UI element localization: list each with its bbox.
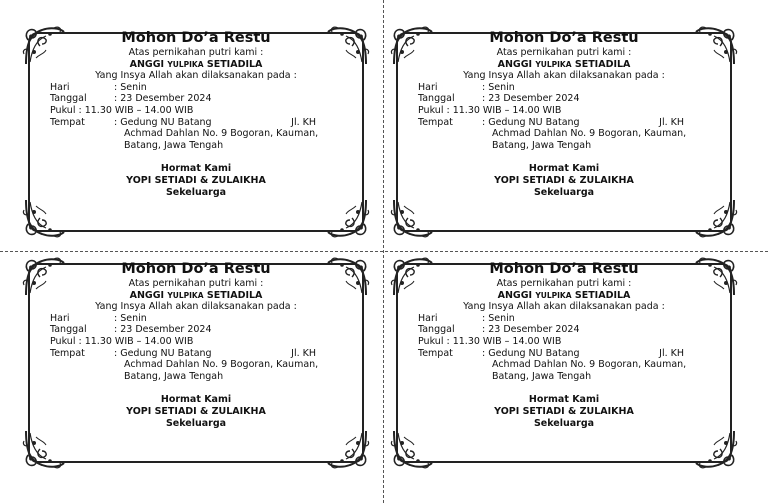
bride-middle-name: YULPIKA xyxy=(167,59,204,69)
tanggal-label: Tanggal xyxy=(418,324,455,336)
hari-value: : Senin xyxy=(482,312,515,324)
parents-names: YOPI SETIADI & ZULAIKHA xyxy=(494,405,634,417)
event-details xyxy=(418,82,710,152)
bride-last-name: SETIADILA xyxy=(574,58,631,70)
hari-value: : Senin xyxy=(114,81,147,93)
address-line-2: Batang, Jawa Tengah xyxy=(492,370,592,382)
tanggal-row xyxy=(50,324,342,336)
intro-text: Atas pernikahan putri kami : xyxy=(496,47,632,58)
pukul-label: Pukul xyxy=(50,104,76,116)
occasion-line: Yang Insya Allah akan dilaksanakan pada : xyxy=(463,70,665,82)
pukul-label: Pukul xyxy=(50,335,76,347)
family-text: Sekeluarga xyxy=(165,417,227,429)
corner-ornament-icon xyxy=(20,425,66,471)
hari-label: Hari xyxy=(50,312,70,324)
tanggal-row xyxy=(50,93,342,105)
tempat-extra: Jl. KH xyxy=(291,347,316,359)
tempat-extra: Jl. KH xyxy=(659,116,684,128)
hari-label: Hari xyxy=(50,81,70,93)
bride-middle-name: YULPIKA xyxy=(167,290,204,300)
hari-label: Hari xyxy=(418,312,438,324)
tanggal-label: Tanggal xyxy=(418,93,455,105)
bride-first-name: ANGGI xyxy=(497,58,533,70)
parents-names: YOPI SETIADI & ZULAIKHA xyxy=(126,174,266,186)
pukul-value: : 11.30 WIB – 14.00 WIB xyxy=(446,104,562,116)
address-line-2: Batang, Jawa Tengah xyxy=(124,139,224,151)
bride-last-name: SETIADILA xyxy=(206,289,263,301)
corner-ornament-icon xyxy=(326,194,372,240)
corner-ornament-icon xyxy=(20,194,66,240)
card-content xyxy=(50,261,342,429)
bride-first-name: ANGGI xyxy=(129,289,165,301)
address-line-1: Achmad Dahlan No. 9 Bogoran, Kauman, xyxy=(492,359,687,371)
bride-name xyxy=(418,59,710,71)
bride-first-name: ANGGI xyxy=(497,289,533,301)
pukul-row xyxy=(418,336,710,348)
tempat-label: Tempat xyxy=(418,116,453,128)
tempat-row xyxy=(418,348,710,360)
tempat-value: : Gedung NU Batang xyxy=(482,116,580,128)
corner-ornament-icon xyxy=(694,425,740,471)
tempat-row xyxy=(50,117,342,129)
intro-text: Atas pernikahan putri kami : xyxy=(128,278,264,289)
corner-ornament-icon xyxy=(388,194,434,240)
pukul-value: : 11.30 WIB – 14.00 WIB xyxy=(446,335,562,347)
occasion-line: Yang Insya Allah akan dilaksanakan pada : xyxy=(95,70,297,82)
tempat-row xyxy=(418,117,710,129)
pukul-value: : 11.30 WIB – 14.00 WIB xyxy=(78,335,194,347)
pukul-row xyxy=(418,105,710,117)
pukul-value: : 11.30 WIB – 14.00 WIB xyxy=(78,104,194,116)
tempat-row xyxy=(50,348,342,360)
hari-row xyxy=(50,313,342,325)
closing-text: Hormat Kami xyxy=(528,163,600,175)
invitation-card-1 xyxy=(24,26,368,238)
pukul-row xyxy=(50,336,342,348)
parents-names: YOPI SETIADI & ZULAIKHA xyxy=(126,405,266,417)
hari-row xyxy=(418,313,710,325)
closing-text: Hormat Kami xyxy=(160,394,232,406)
tempat-label: Tempat xyxy=(50,116,85,128)
address-line-1: Achmad Dahlan No. 9 Bogoran, Kauman, xyxy=(124,128,319,140)
bride-name xyxy=(418,290,710,302)
bride-first-name: ANGGI xyxy=(129,58,165,70)
occasion-line: Yang Insya Allah akan dilaksanakan pada : xyxy=(463,301,665,313)
card-title: Mohon Do’a Restu xyxy=(121,261,271,277)
horizontal-cut-line xyxy=(0,251,768,252)
card-title: Mohon Do’a Restu xyxy=(489,261,639,277)
bride-middle-name: YULPIKA xyxy=(535,290,572,300)
card-content xyxy=(418,30,710,198)
pukul-row xyxy=(50,105,342,117)
card-content xyxy=(418,261,710,429)
tanggal-value: : 23 Desember 2024 xyxy=(482,324,580,336)
family-text: Sekeluarga xyxy=(533,417,595,429)
invitation-card-2 xyxy=(392,26,736,238)
event-details xyxy=(50,313,342,383)
bride-name xyxy=(50,59,342,71)
corner-ornament-icon xyxy=(388,425,434,471)
corner-ornament-icon xyxy=(694,194,740,240)
address-line-2: Batang, Jawa Tengah xyxy=(492,139,592,151)
corner-ornament-icon xyxy=(326,425,372,471)
invitation-card-3 xyxy=(24,257,368,469)
tanggal-value: : 23 Desember 2024 xyxy=(114,93,212,105)
address-line-1: Achmad Dahlan No. 9 Bogoran, Kauman, xyxy=(124,359,319,371)
bride-middle-name: YULPIKA xyxy=(535,59,572,69)
event-details xyxy=(50,82,342,152)
tempat-label: Tempat xyxy=(418,347,453,359)
card-title: Mohon Do’a Restu xyxy=(489,30,639,46)
closing-text: Hormat Kami xyxy=(528,394,600,406)
tempat-label: Tempat xyxy=(50,347,85,359)
invitation-card-4 xyxy=(392,257,736,469)
card-title: Mohon Do’a Restu xyxy=(121,30,271,46)
card-content xyxy=(50,30,342,198)
event-details xyxy=(418,313,710,383)
bride-name xyxy=(50,290,342,302)
parents-names: YOPI SETIADI & ZULAIKHA xyxy=(494,174,634,186)
pukul-label: Pukul xyxy=(418,335,444,347)
address-line-1: Achmad Dahlan No. 9 Bogoran, Kauman, xyxy=(492,128,687,140)
hari-row xyxy=(50,82,342,94)
occasion-line: Yang Insya Allah akan dilaksanakan pada : xyxy=(95,301,297,313)
tempat-extra: Jl. KH xyxy=(659,347,684,359)
family-text: Sekeluarga xyxy=(165,186,227,198)
tanggal-label: Tanggal xyxy=(50,324,87,336)
tempat-value: : Gedung NU Batang xyxy=(114,116,212,128)
intro-text: Atas pernikahan putri kami : xyxy=(496,278,632,289)
bride-last-name: SETIADILA xyxy=(206,58,263,70)
hari-row xyxy=(418,82,710,94)
family-text: Sekeluarga xyxy=(533,186,595,198)
tanggal-value: : 23 Desember 2024 xyxy=(114,324,212,336)
tanggal-value: : 23 Desember 2024 xyxy=(482,93,580,105)
hari-value: : Senin xyxy=(114,312,147,324)
closing-text: Hormat Kami xyxy=(160,163,232,175)
address-line-2: Batang, Jawa Tengah xyxy=(124,370,224,382)
tanggal-label: Tanggal xyxy=(50,93,87,105)
tempat-value: : Gedung NU Batang xyxy=(482,347,580,359)
tempat-extra: Jl. KH xyxy=(291,116,316,128)
tanggal-row xyxy=(418,324,710,336)
intro-text: Atas pernikahan putri kami : xyxy=(128,47,264,58)
hari-value: : Senin xyxy=(482,81,515,93)
tanggal-row xyxy=(418,93,710,105)
bride-last-name: SETIADILA xyxy=(574,289,631,301)
hari-label: Hari xyxy=(418,81,438,93)
pukul-label: Pukul xyxy=(418,104,444,116)
tempat-value: : Gedung NU Batang xyxy=(114,347,212,359)
